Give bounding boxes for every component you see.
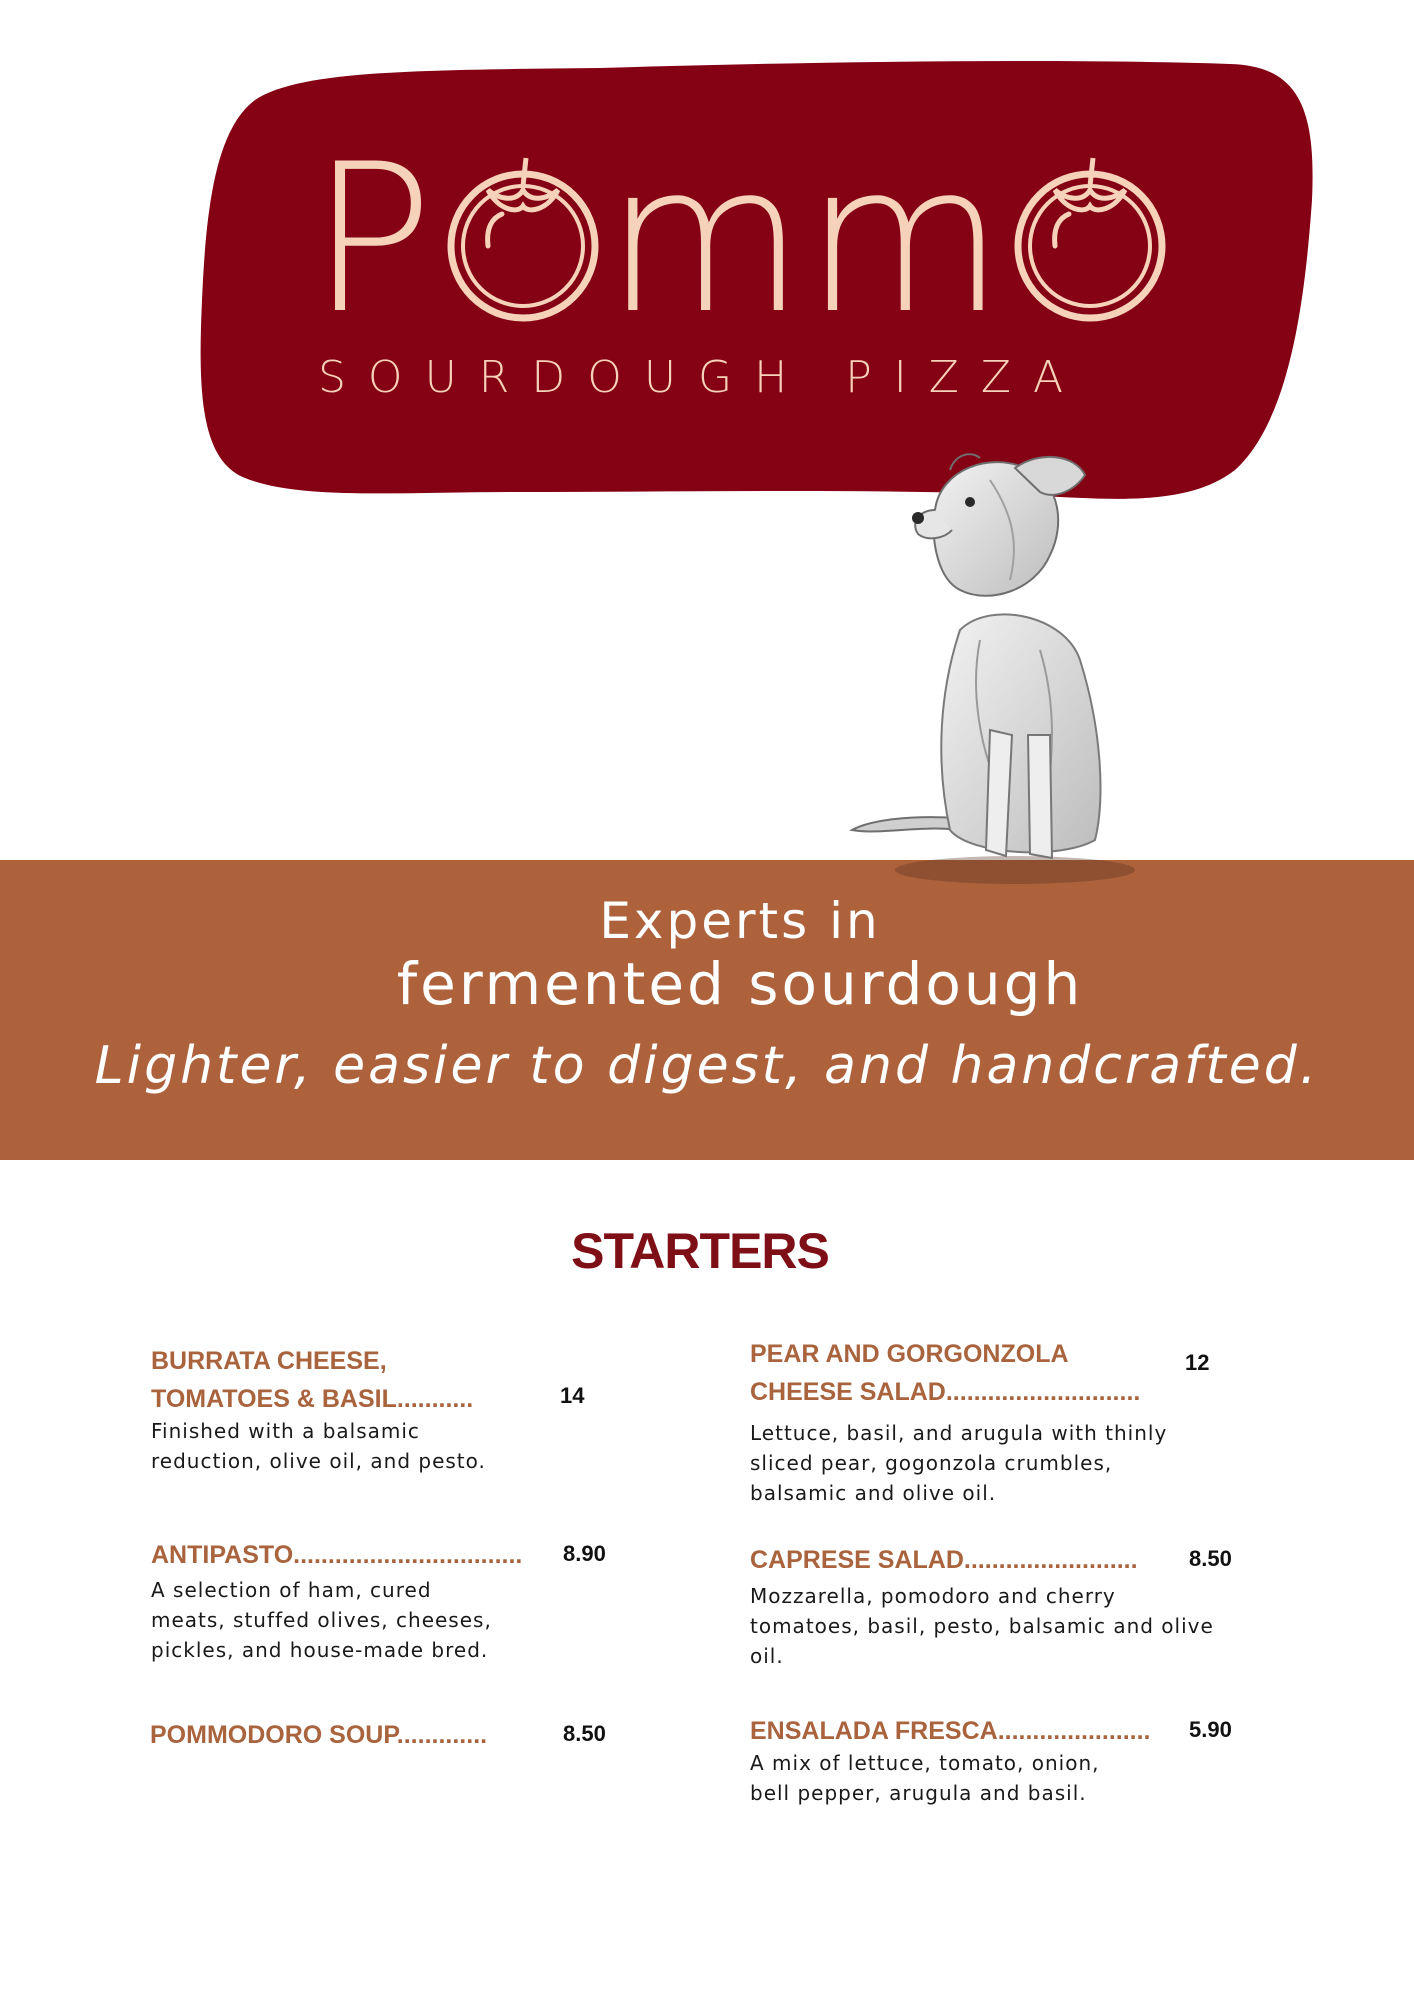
menu-item-description: tomatoes, basil, pesto, balsamic and olive bbox=[750, 1614, 1214, 1638]
menu-item-price: 12 bbox=[1185, 1350, 1210, 1375]
menu-item-description: oil. bbox=[750, 1644, 784, 1668]
menu-item-price: 8.50 bbox=[563, 1721, 606, 1746]
menu-item-description: bell pepper, arugula and basil. bbox=[750, 1781, 1087, 1805]
tomato-icon bbox=[1018, 158, 1162, 318]
menu-item-name: CHEESE SALAD............................ bbox=[750, 1378, 1141, 1406]
menu-item-price: 8.90 bbox=[563, 1541, 606, 1566]
menu-item-name: CAPRESE SALAD......................... bbox=[750, 1546, 1138, 1574]
menu-item-description: pickles, and house-made bred. bbox=[151, 1638, 489, 1662]
menu-item-description: reduction, olive oil, and pesto. bbox=[151, 1449, 486, 1473]
brand-tagline: SOURDOUGH PIZZA bbox=[318, 352, 1086, 403]
menu-item-price: 14 bbox=[560, 1383, 585, 1408]
menu-item-name: ANTIPASTO................................. bbox=[151, 1541, 523, 1569]
menu-item-description: sliced pear, gogonzola crumbles, bbox=[750, 1451, 1113, 1475]
menu-item-description: Finished with a balsamic bbox=[151, 1419, 420, 1443]
menu-item-description: A mix of lettuce, tomato, onion, bbox=[750, 1751, 1100, 1775]
svg-text:P: P bbox=[310, 128, 434, 328]
menu-item-name: ENSALADA FRESCA...................... bbox=[750, 1717, 1151, 1745]
brand-logo bbox=[310, 128, 1180, 328]
banner-line-2: fermented sourdough bbox=[396, 950, 1084, 1018]
banner-line-3: Lighter, easier to digest, and handcrafted. bbox=[94, 1036, 1320, 1096]
menu-item-name: POMMODORO SOUP............. bbox=[150, 1721, 488, 1749]
menu-item-price: 5.90 bbox=[1189, 1717, 1232, 1742]
svg-text:mm: mm bbox=[605, 128, 1005, 328]
menu-item-name: TOMATOES & BASIL........... bbox=[151, 1385, 474, 1413]
dog-illustration bbox=[840, 430, 1170, 900]
menu-item-name: BURRATA CHEESE, bbox=[151, 1347, 387, 1375]
menu-item-description: balsamic and olive oil. bbox=[750, 1481, 997, 1505]
menu-item-description: Lettuce, basil, and arugula with thinly bbox=[750, 1421, 1168, 1445]
menu-item-description: meats, stuffed olives, cheeses, bbox=[151, 1608, 492, 1632]
menu-item-price: 8.50 bbox=[1189, 1546, 1232, 1571]
banner-line-1: Experts in bbox=[599, 892, 881, 950]
menu-item-description: Mozzarella, pomodoro and cherry bbox=[750, 1584, 1116, 1608]
tomato-icon bbox=[451, 158, 595, 318]
menu-item-description: A selection of ham, cured bbox=[151, 1578, 432, 1602]
section-title-starters: STARTERS bbox=[571, 1223, 829, 1279]
menu-item-name: PEAR AND GORGONZOLA bbox=[750, 1340, 1069, 1368]
